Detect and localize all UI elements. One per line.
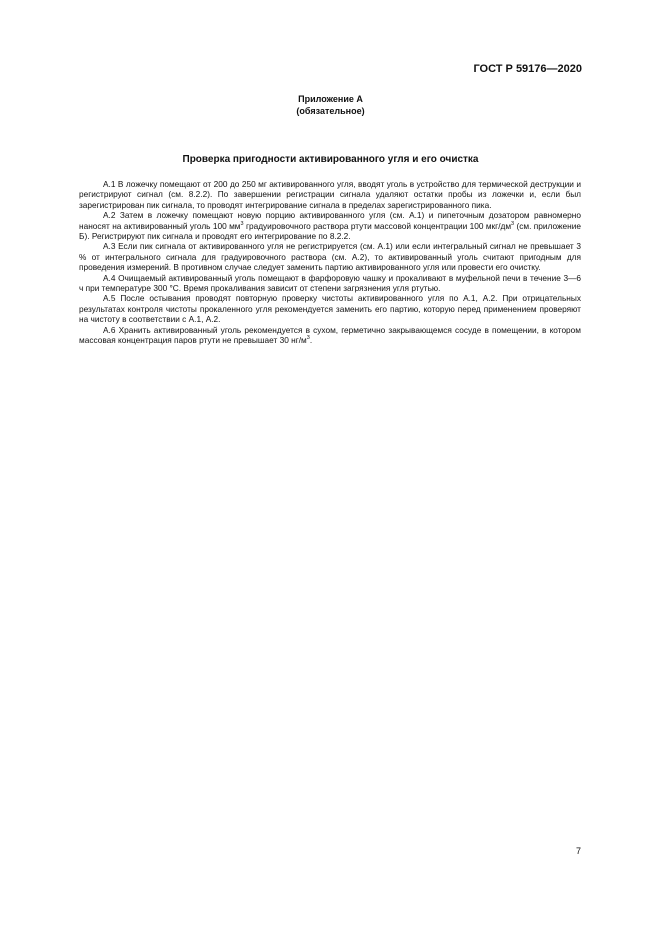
paragraph-a2-text-3: (см. приложение Б). Регистрируют пик сигнала и проводят его интегрирование по 8.2.2.: [79, 220, 581, 242]
page-number: 7: [575, 846, 581, 856]
paragraph-a5: А.5 После остывания проводят повторную проверку чистоты активированного угля по А.1, А.2. При отрицательных результатах контроля чистоты прокаленного угля рекомендуется заменить его партию, которую перед применением проверяют на чистоту в соответствии с А.1, А.2.: [79, 293, 581, 325]
paragraph-a6: [79, 325, 581, 346]
paragraph-a4: А.4 Очищаемый активированный уголь помещают в фарфоровую чашку и прокаливают в муфельной печи в течение 3—6 ч при температуре 300 °С. Время прокаливания зависит от степени загрязнения угля ртутью.: [79, 272, 581, 294]
vapor-concentration-unit-superscript: 3: [306, 335, 310, 342]
paragraph-a2-text-1: А.2 Затем в ложечку помещают новую порцию активированного угля (см. А.1) и пипеточным дозатором равномерно наносят на активированный уголь 100 мм: [79, 210, 581, 231]
paragraph-a6-text-1: А.6 Хранить активированный уголь рекомендуется в сухом, герметично закрывающемся сосуде в помещении, в котором массовая концентрация паров ртути не превышает 30 нг/м: [79, 324, 581, 346]
concentration-unit-superscript: 3: [511, 220, 515, 227]
paragraph-a3: А.3 Если пик сигнала от активированного угля не регистрируется (см. А.1) или если интегральный сигнал не превышает 3 % от интегрального сигнала для градуировочного раствора (см. А.2), то активированный уголь считают пригодным для проведения измерений. В противном случае следует заменить партию активированного угля или провести его очистку.: [79, 241, 581, 273]
paragraph-a1: А.1 В ложечку помещают от 200 до 250 мг активированного угля, вводят уголь в устройство для термической деструкции и регистрируют сигнал (см. 8.2.2). По завершении регистрации сигнала удаляют остатки пробы из ложечки и, если был зарегистрирован пик сигнала, то проводят интегрирование сигнала в пределах зарегистрированного пика.: [79, 179, 581, 210]
appendix-body: [79, 179, 581, 346]
appendix-title: Приложение А: [298, 94, 363, 104]
document-code: ГОСТ Р 59176—2020: [473, 63, 582, 75]
appendix-status: (обязательное): [296, 106, 365, 116]
appendix-heading: [0, 93, 661, 117]
section-title: Проверка пригодности активированного угля и его очистка: [182, 154, 479, 165]
volume-unit-superscript: 3: [240, 220, 244, 227]
paragraph-a6-text-2: .: [309, 335, 313, 346]
paragraph-a2-text-2: градуировочного раствора ртути массовой концентрации 100 мкг/дм: [243, 220, 512, 231]
paragraph-a2: [79, 210, 581, 241]
